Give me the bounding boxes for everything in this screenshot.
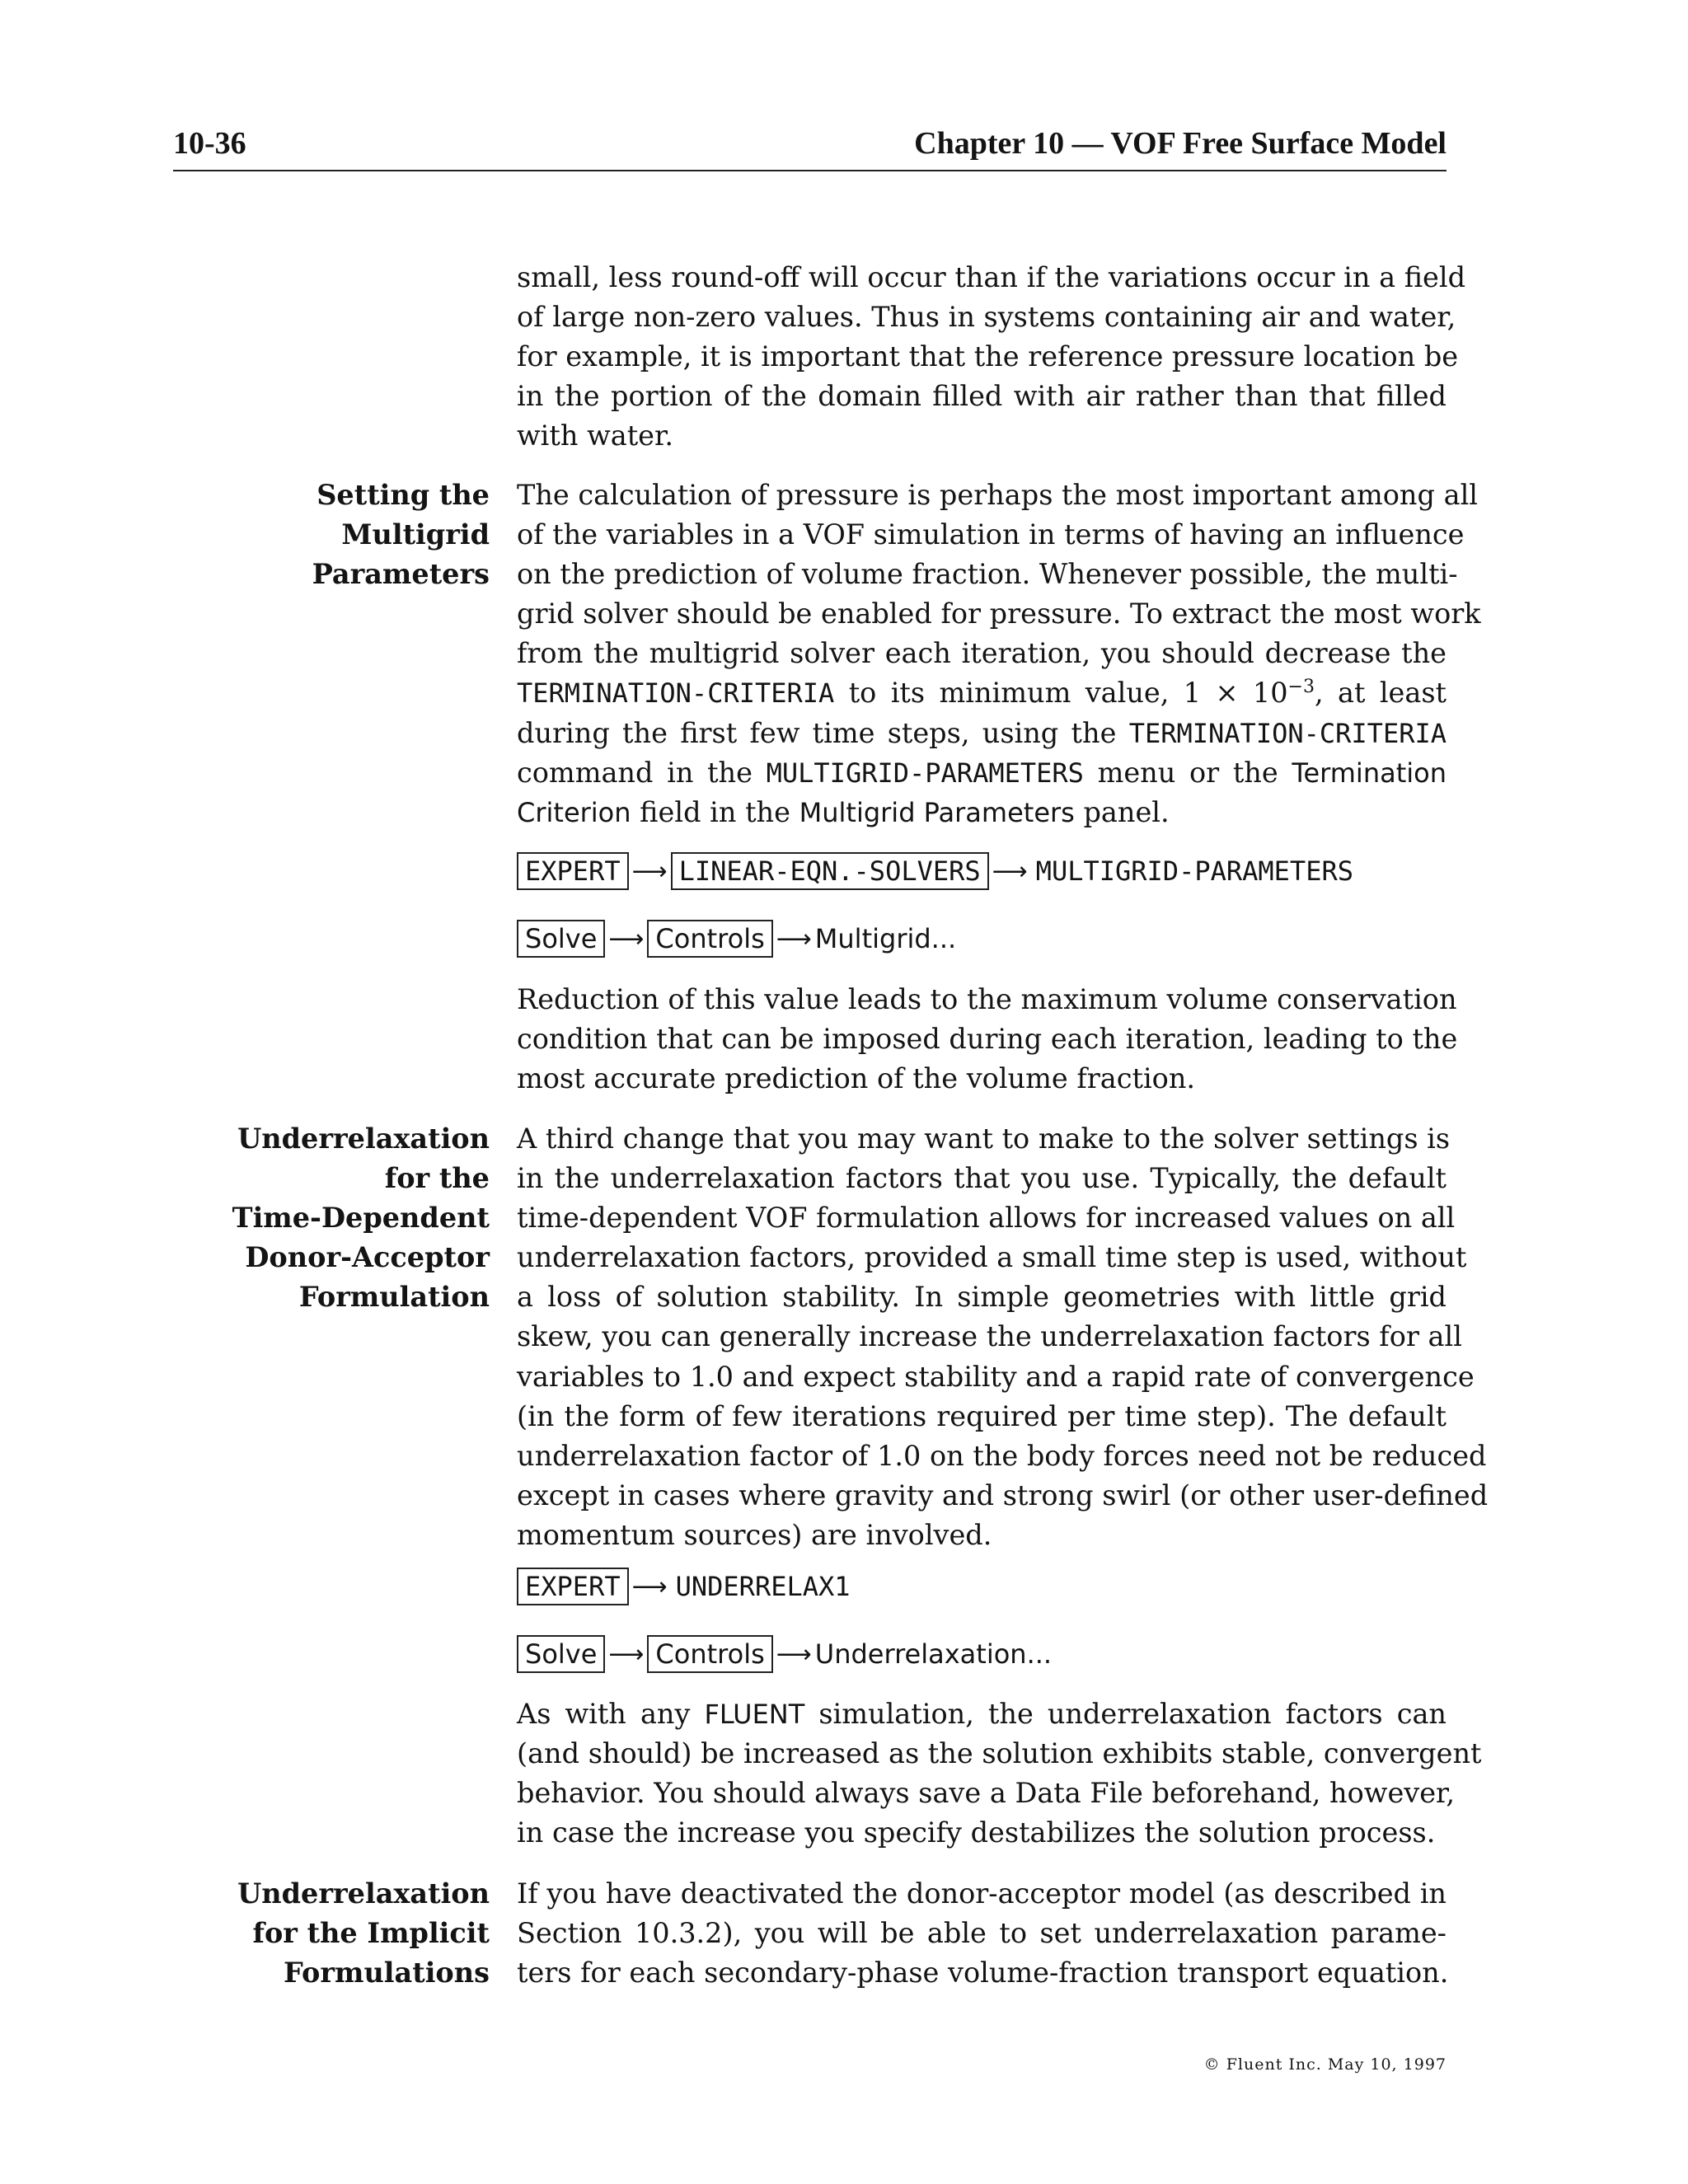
menu-box-expert: EXPERT bbox=[517, 852, 629, 890]
arrow-right-icon: ⟶ bbox=[608, 924, 645, 954]
arrow-right-icon: ⟶ bbox=[992, 856, 1028, 886]
menu-target-multigrid-parameters: MULTIGRID-PARAMETERS bbox=[1035, 855, 1353, 887]
code-multigrid-parameters: MULTIGRID-PARAMETERS bbox=[766, 757, 1084, 789]
arrow-right-icon: ⟶ bbox=[776, 924, 812, 954]
text-menu-path-multigrid bbox=[517, 852, 1353, 890]
arrow-right-icon: ⟶ bbox=[631, 1572, 668, 1601]
underrelax-followup-paragraph: As with any FLUENT simulation, the underrelaxation factors can (and should) be increased as the solution exhibits stable, convergent behavior. You should always save a Data File beforehand, however, in case the increase you specify destabilizes the solution process. bbox=[517, 1698, 1482, 1849]
arrow-right-icon: ⟶ bbox=[608, 1639, 645, 1669]
menu-target-multigrid: Multigrid... bbox=[814, 923, 957, 954]
menu-target-underrelax1: UNDERRELAX1 bbox=[675, 1571, 851, 1602]
menu-box-controls: Controls bbox=[647, 1635, 772, 1673]
gui-label: Criterion bbox=[517, 796, 631, 828]
gui-panel-name: Multigrid Parameters bbox=[799, 796, 1075, 828]
code-termination-criteria: TERMINATION-CRITERIA bbox=[517, 677, 835, 710]
intro-paragraph: small, less round-off will occur than if the variations occur in a field of large non-zero values. Thus in systems containing air and water, for example, it is important that the reference pressure location be in the portion of the domain filled with air rather than that filled with water. bbox=[517, 261, 1466, 452]
arrow-right-icon: ⟶ bbox=[631, 856, 668, 886]
section-heading-underrelax-time-dependent: Underrelaxation for the Time-Dependent Donor-Acceptor Formulation bbox=[232, 1122, 490, 1314]
copyright-footer: © Fluent Inc. May 10, 1997 bbox=[1203, 2055, 1447, 2074]
menu-box-controls: Controls bbox=[647, 920, 772, 958]
menu-box-expert: EXPERT bbox=[517, 1568, 629, 1605]
menu-box-solve: Solve bbox=[517, 920, 605, 958]
arrow-right-icon: ⟶ bbox=[776, 1639, 812, 1669]
menu-box-linear-eqn-solvers: LINEAR-EQN.-SOLVERS bbox=[671, 852, 989, 890]
gui-label: Termination bbox=[1292, 757, 1447, 789]
gui-menu-path-multigrid bbox=[517, 920, 956, 958]
multigrid-followup-paragraph: Reduction of this value leads to the maximum volume conservation condition that can be imposed during each iteration, leading to the most accurate prediction of the volume fraction. bbox=[517, 983, 1458, 1095]
page-number: 10-36 bbox=[173, 126, 246, 161]
code-termination-criteria: TERMINATION-CRITERIA bbox=[1128, 717, 1447, 749]
gui-menu-path-underrelax bbox=[517, 1635, 1052, 1673]
product-name: FLUENT bbox=[704, 1699, 805, 1730]
section-heading-multigrid: Setting the Multigrid Parameters bbox=[312, 479, 490, 591]
multigrid-paragraph: The calculation of pressure is perhaps the most important among all of the variables in a VOF simulation in terms of having an influence on the prediction of volume fraction. Whenever possible, the multi- grid solver should be enabled for pressure. To extract the most work from the multigrid solver each iteration, you should decrease the TERMINATION-CRITERIA to its minimum value, $1 \times 10^{-3}$, at least during the first few time steps, using the TERMINATION-CRITERIA command in the MULTIGRID-PARAMETERS menu or the Termination Criterion field in the Multigrid Parameters panel. bbox=[517, 479, 1481, 828]
menu-target-underrelaxation: Underrelaxation... bbox=[814, 1638, 1053, 1670]
running-header bbox=[173, 125, 1447, 171]
chapter-title: Chapter 10 — VOF Free Surface Model bbox=[914, 126, 1447, 161]
section-heading-underrelax-implicit: Underrelaxation for the Implicit Formulations bbox=[237, 1877, 490, 1990]
menu-box-solve: Solve bbox=[517, 1635, 605, 1673]
text-menu-path-underrelax bbox=[517, 1568, 851, 1605]
underrelax-implicit-paragraph: If you have deactivated the donor-acceptor model (as described in Section 10.3.2), you will be able to set underrelaxation parame- ters for each secondary-phase volume-fraction transport equation. bbox=[517, 1877, 1449, 1990]
underrelax-time-dependent-paragraph: A third change that you may want to make to the solver settings is in the underrelaxation factors that you use. Typically, the default time-dependent VOF formulation allows for increased values on all underrelaxation factors, provided a small time step is used, without a loss of solution stability. In simple geometries with little grid skew, you can generally increase the underrelaxation factors for all variables to 1.0 and expect stability and a rapid rate of convergence (in the form of few iterations required per time step). The default underrelaxation factor of 1.0 on the body forces need not be reduced except in cases where gravity and strong swirl (or other user-defined momentum sources) are involved. bbox=[517, 1122, 1489, 1551]
